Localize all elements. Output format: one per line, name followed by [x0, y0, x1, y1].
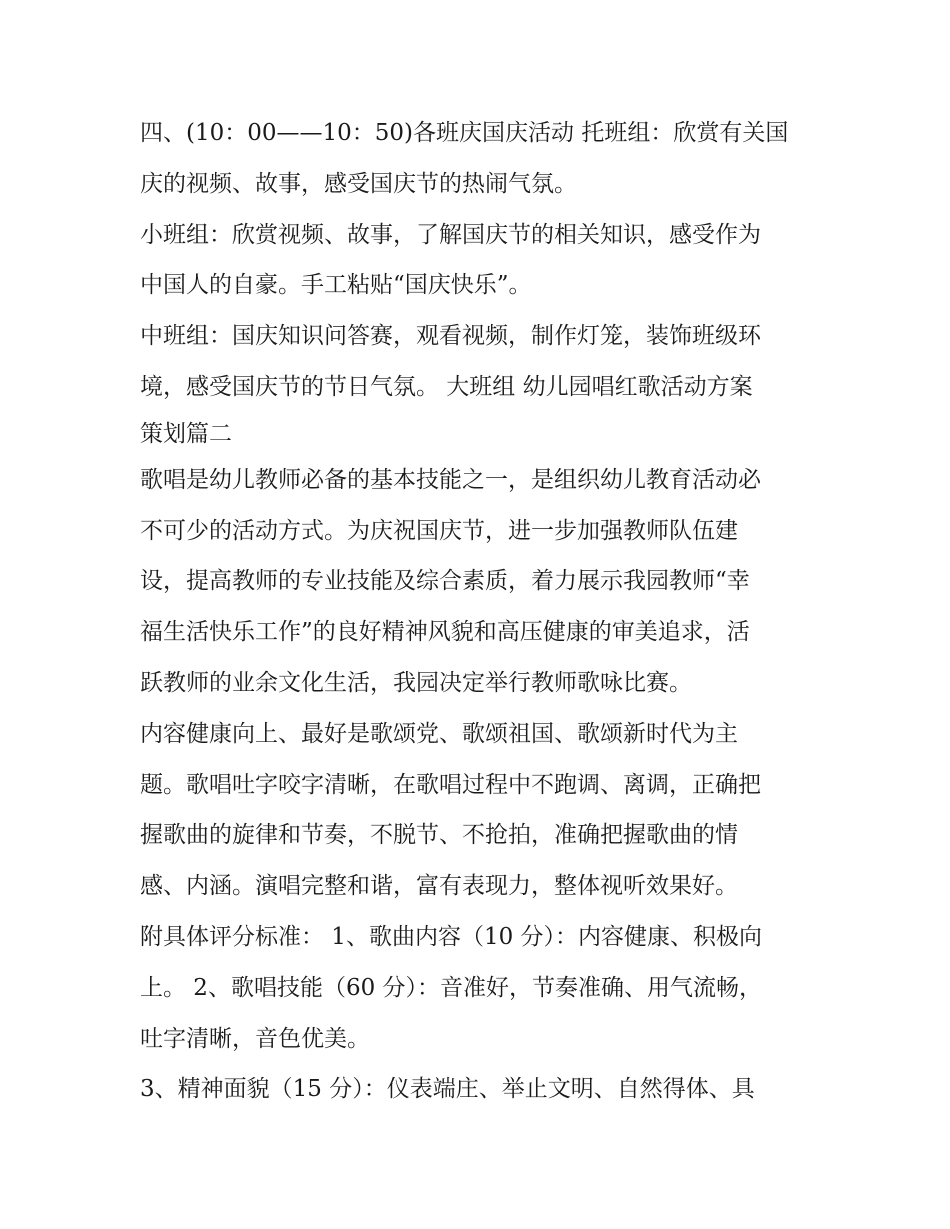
text-line: 握歌曲的旋律和节奏，不脱节、不抢拍，准确把握歌曲的情 — [140, 822, 738, 849]
text-line: 庆的视频、故事，感受国庆节的热闹气氛。 — [140, 170, 577, 197]
document-body — [140, 108, 820, 1115]
text-line: 3、精神面貌（15 分）：仪表端庄、举止文明、自然得体、具 — [140, 1076, 755, 1103]
text-line: 感、内涵。演唱完整和谐，富有表现力，整体视听效果好。 — [140, 873, 738, 900]
text-line: 题。歌唱吐字咬字清晰，在歌唱过程中不跑调、离调，正确把 — [140, 771, 761, 798]
text-line: 吐字清晰，音色优美。 — [140, 1025, 370, 1052]
text-line: 福生活快乐工作”的良好精神风貌和高压健康的审美追求，活 — [140, 619, 750, 646]
text-line: 歌唱是幼儿教师必备的基本技能之一，是组织幼儿教育活动必 — [140, 466, 761, 493]
text-line: 上。 2、歌唱技能（60 分）：音准好，节奏准确、用气流畅， — [140, 974, 763, 1001]
text-line: 中国人的自豪。手工粘贴“国庆快乐”。 — [140, 272, 532, 299]
text-line: 跃教师的业余文化生活，我园决定举行教师歌咏比赛。 — [140, 669, 692, 696]
text-line: 附具体评分标准： 1、歌曲内容（10 分）：内容健康、积极向 — [140, 923, 763, 950]
text-line: 境，感受国庆节的节日气氛。 大班组 幼儿园唱红歌活动方案 — [140, 373, 753, 400]
text-line: 策划篇二 — [140, 420, 232, 447]
text-line: 设，提高教师的专业技能及综合素质，着力展示我园教师“幸 — [140, 568, 750, 595]
text-line: 不可少的活动方式。为庆祝国庆节，进一步加强教师队伍建 — [140, 517, 738, 544]
text-line: 四、(10：00——10：50)各班庆国庆活动 托班组：欣赏有关国 — [140, 120, 789, 146]
text-line: 小班组：欣赏视频、故事，了解国庆节的相关知识，感受作为 — [140, 221, 761, 248]
text-line: 中班组：国庆知识问答赛，观看视频，制作灯笼，装饰班级环 — [140, 323, 761, 350]
text-line: 内容健康向上、最好是歌颂党、歌颂祖国、歌颂新时代为主 — [140, 720, 738, 747]
